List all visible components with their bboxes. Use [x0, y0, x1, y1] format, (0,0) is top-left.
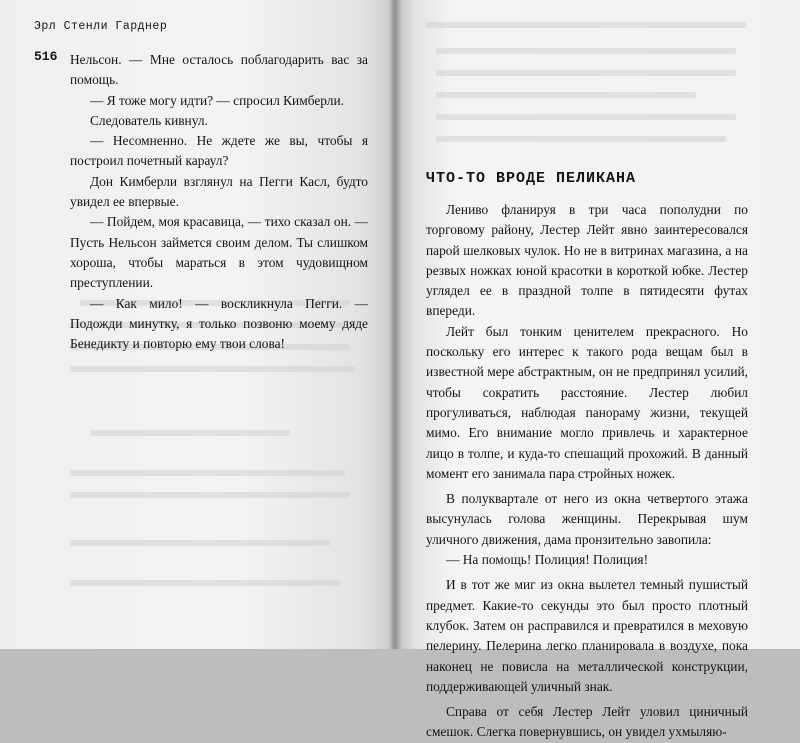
chapter-title: ЧТО-ТО ВРОДЕ ПЕЛИКАНА — [426, 170, 637, 187]
paragraph: Лейт был тонким ценителем прекрасного. Но поскольку его интерес к такого рода вещам был в известной мере абстрактным, он не предпринял усилий, чтобы сократить расстояние. Лестер любил прогуливаться, наблюдая панораму жизни, текущей мимо. Его внимание могло привлечь и характерное лицо в толпе, и куда-то спешащий прохожий. В данный момент его занимала пара стройных ножек. — [426, 323, 748, 481]
paragraph: — Пойдем, моя красавица, — тихо сказал он. — Пусть Нельсон займется своим делом. Ты слишком хороша, чтобы мараться в этом чудовищном преступлении. — [70, 214, 368, 291]
left-page-text — [70, 50, 368, 354]
paragraph: Дон Кимберли взглянул на Пегги Касл, будто увидел ее впервые. — [70, 173, 368, 210]
paragraph: — Несомненно. Не ждете же вы, чтобы я построил почетный караул? — [70, 133, 368, 169]
bleed-through-line — [70, 492, 350, 498]
paragraph: Нельсон. — Мне осталось поблагодарить вас за помощь. — [70, 52, 368, 88]
page-number: 516 — [34, 49, 58, 64]
right-page-text — [426, 200, 748, 743]
paragraph: Справа от себя Лестер Лейт уловил циничный смешок. Слегка повернувшись, он увидел ухмыляю- — [426, 704, 748, 740]
book-gutter — [388, 0, 404, 649]
bleed-through-line — [70, 540, 330, 546]
bleed-through-line — [436, 48, 736, 54]
paragraph: В полуквартале от него из окна четвертого этажа высунулась голова женщины. Перекрывая шум уличного движения, дама пронзительно завопила: — [426, 491, 748, 547]
bleed-through-line — [436, 136, 726, 142]
bleed-through-line — [90, 430, 290, 436]
running-head: Эрл Стенли Гарднер — [34, 20, 168, 33]
left-page — [0, 0, 396, 649]
bleed-through-line — [70, 470, 345, 476]
paragraph: И в тот же миг из окна вылетел темный пушистый предмет. Какие-то секунды это был просто плотный клубок. Затем он расправился и превратился в меховую пелерину. Пелерина легко планировала в воздухе, пока наконец не повисла на металлической конструкции, поддерживающей уличный знак. — [426, 577, 748, 694]
paragraph: — Как мило! — воскликнула Пегги. — Подожди минутку, я только позвоню моему дяде Бенедикту и повторю ему твои слова! — [70, 295, 368, 352]
bleed-through-line — [436, 114, 736, 120]
paragraph: — На помощь! Полиция! Полиция! — [446, 552, 649, 568]
paragraph: Лениво фланируя в три часа пополудни по торговому району, Лестер Лейт явно заинтересовался парой шелковых чулок. Но не в витринах магазина, а на резвых ножках юной красотки в короткой юбке. Лестер углядел ее в праздной толпе в пятидесяти футах впереди. — [426, 202, 748, 319]
paragraph: Следователь кивнул. — [90, 112, 208, 128]
bleed-through-line — [426, 22, 746, 28]
bleed-through-line — [70, 366, 355, 372]
bleed-through-line — [70, 580, 340, 586]
paragraph: — Я тоже могу идти? — спросил Кимберли. — [90, 92, 344, 108]
bleed-through-line — [436, 92, 696, 98]
bleed-through-line — [436, 70, 736, 76]
